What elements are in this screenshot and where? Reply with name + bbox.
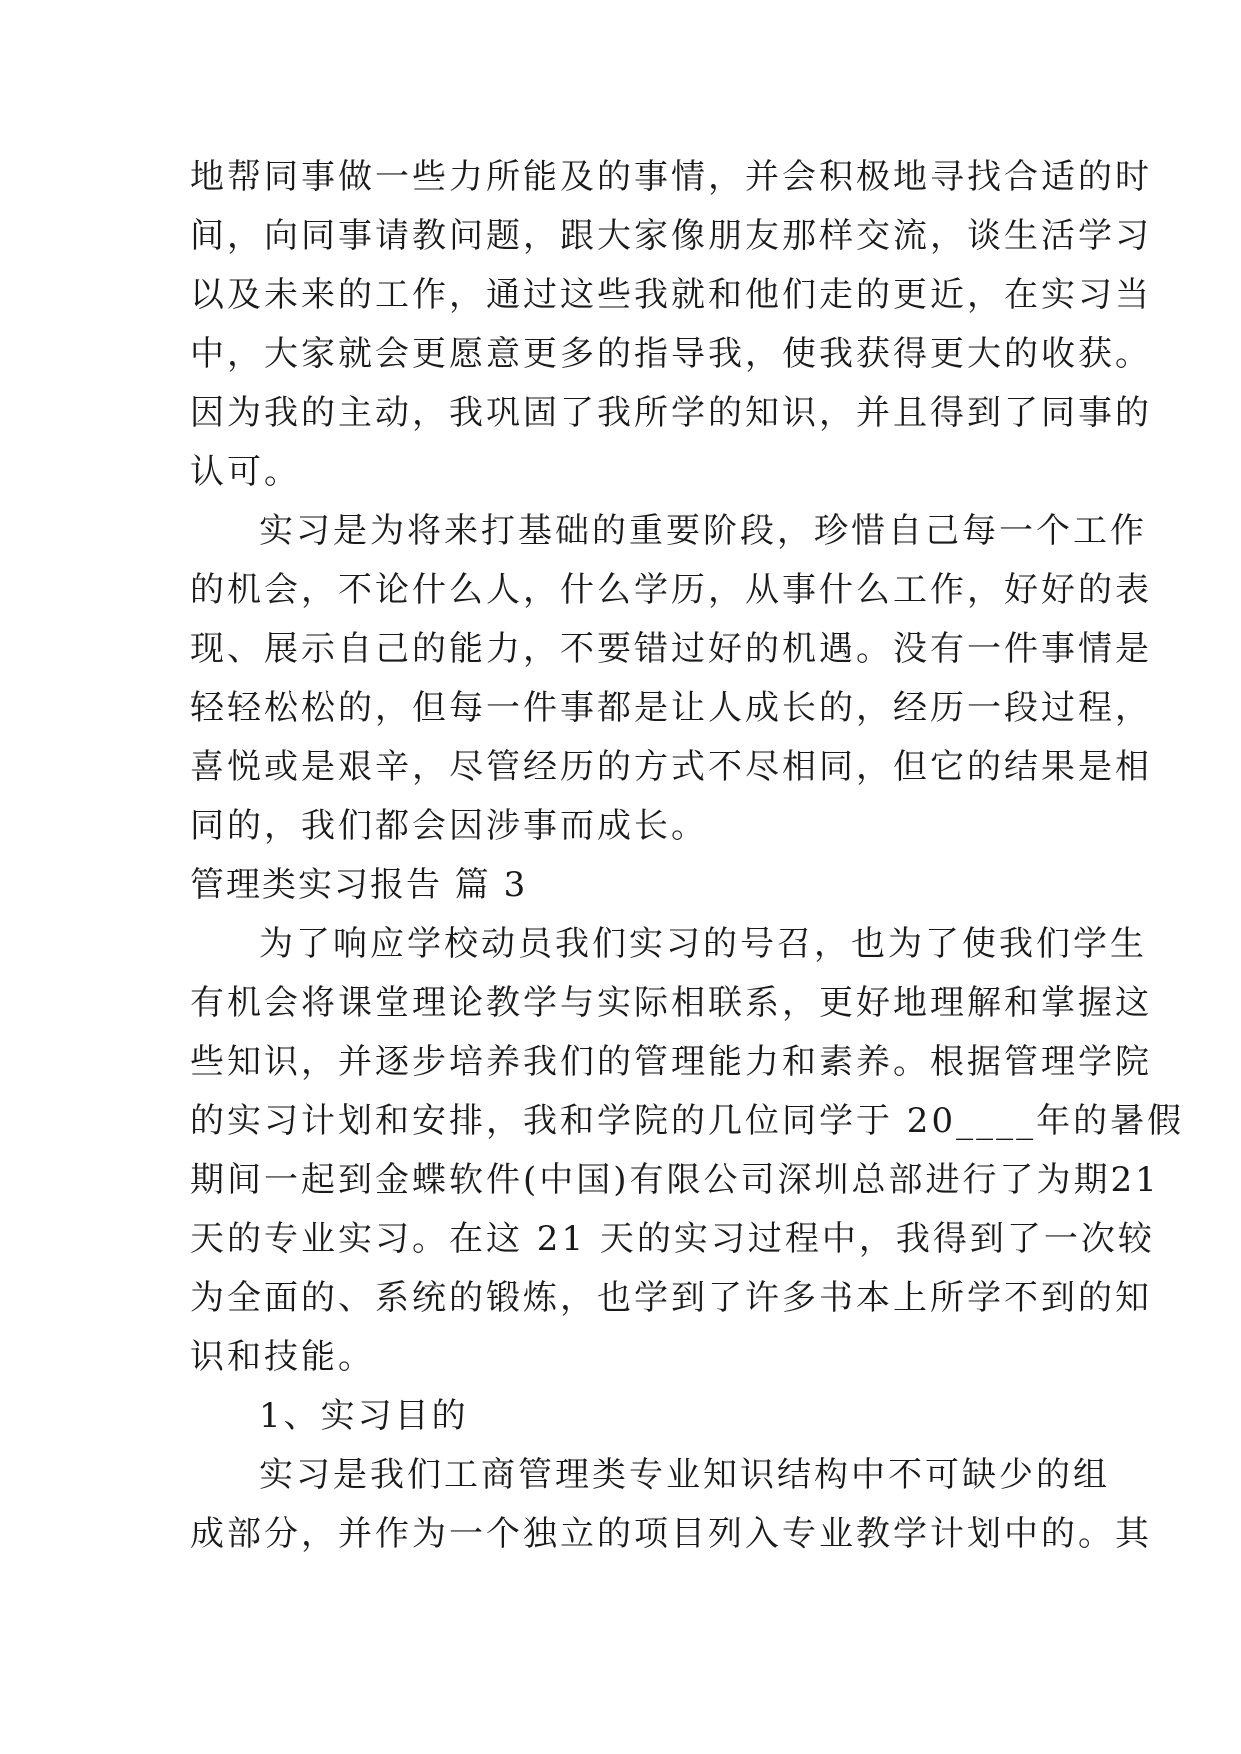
text-line: 的机会，不论什么人，什么学历，从事什么工作，好好的表	[190, 570, 1152, 610]
text-line: 喜悦或是艰辛，尽管经历的方式不尽相同，但它的结果是相	[190, 747, 1152, 787]
paragraph-first-line: 为了响应学校动员我们实习的号召，也为了使我们学生	[259, 924, 1147, 964]
paragraph-first-line: 实习是为将来打基础的重要阶段，珍惜自己每一个工作	[259, 511, 1147, 551]
document-body	[190, 148, 1185, 1564]
text-line: 期间一起到金蝶软件(中国)有限公司深圳总部进行了为期21	[190, 1160, 1160, 1200]
paragraph-first-line: 实习是我们工商管理类专业知识结构中不可缺少的组	[259, 1455, 1110, 1495]
text-line: 轻轻松松的，但每一件事都是让人成长的，经历一段过程，	[190, 688, 1152, 728]
text-line: 因为我的主动，我巩固了我所学的知识，并且得到了同事的	[190, 393, 1152, 433]
text-line: 识和技能。	[190, 1337, 375, 1377]
text-line: 认可。	[190, 452, 301, 492]
text-line: 以及未来的工作，通过这些我就和他们走的更近，在实习当	[190, 275, 1152, 315]
text-line: 些知识，并逐步培养我们的管理能力和素养。根据管理学院	[190, 1042, 1152, 1082]
text-line: 的实习计划和安排，我和学院的几位同学于 20____年的暑假	[190, 1101, 1185, 1141]
text-line: 成部分，并作为一个独立的项目列入专业教学计划中的。其	[190, 1514, 1152, 1554]
subsection-heading: 1、实习目的	[259, 1396, 469, 1436]
text-line: 同的，我们都会因涉事而成长。	[190, 806, 708, 846]
text-line: 地帮同事做一些力所能及的事情，并会积极地寻找合适的时	[190, 157, 1152, 197]
text-line: 间，向同事请教问题，跟大家像朋友那样交流，谈生活学习	[190, 216, 1152, 256]
text-line: 现、展示自己的能力，不要错过好的机遇。没有一件事情是	[190, 629, 1152, 669]
text-line: 有机会将课堂理论教学与实际相联系，更好地理解和掌握这	[190, 983, 1152, 1023]
text-line: 天的专业实习。在这 21 天的实习过程中，我得到了一次较	[190, 1219, 1155, 1259]
text-line: 为全面的、系统的锻炼，也学到了许多书本上所学不到的知	[190, 1278, 1152, 1318]
text-line: 中，大家就会更愿意更多的指导我，使我获得更大的收获。	[190, 334, 1152, 374]
section-heading: 管理类实习报告 篇 3	[190, 865, 528, 905]
